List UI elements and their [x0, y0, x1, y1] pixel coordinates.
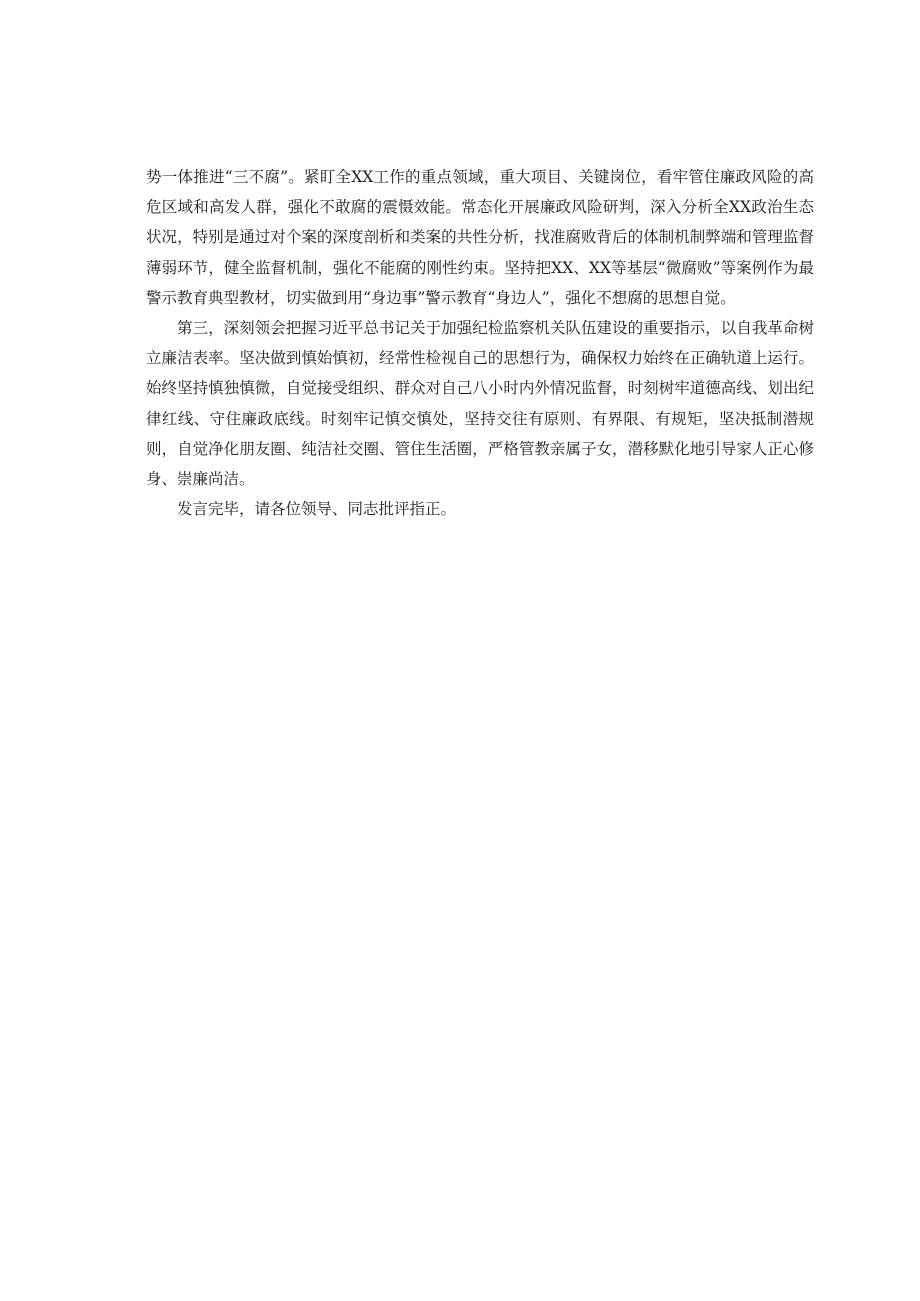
paragraph-third-point: 第三，深刻领会把握习近平总书记关于加强纪检监察机关队伍建设的重要指示，以自我革命树立廉洁表率。坚决做到慎始慎初，经常性检视自己的思想行为，确保权力始终在正确轨道上运行。始终坚持慎独慎微，自觉接受组织、群众对自己八小时内外情况监督，时刻树牢道德高线、划出纪律红线、守住廉政底线。时刻牢记慎交慎处，坚持交往有原则、有界限、有规矩，坚决抵制潜规则，自觉净化朋友圈、纯洁社交圈、管住生活圈，严格管教亲属子女，潜移默化地引导家人正心修身、崇廉尚洁。 — [146, 319, 814, 489]
document-body — [146, 162, 814, 524]
paragraph-continuation: 势一体推进“三不腐”。紧盯全XX工作的重点领域，重大项目、关键岗位，看牢管住廉政风险的高危区域和高发人群，强化不敢腐的震慑效能。常态化开展廉政风险研判，深入分析全XX政治生态状况，特别是通过对个案的深度剖析和类案的共性分析，找准腐败背后的体制机制弊端和管理监督薄弱环节，健全监督机制，强化不能腐的刚性约束。坚持把XX、XX等基层“微腐败”等案例作为最警示教育典型教材，切实做到用“身边事”警示教育“身边人”，强化不想腐的思想自觉。 — [146, 168, 814, 307]
paragraph-closing: 发言完毕，请各位领导、同志批评指正。 — [177, 500, 457, 519]
